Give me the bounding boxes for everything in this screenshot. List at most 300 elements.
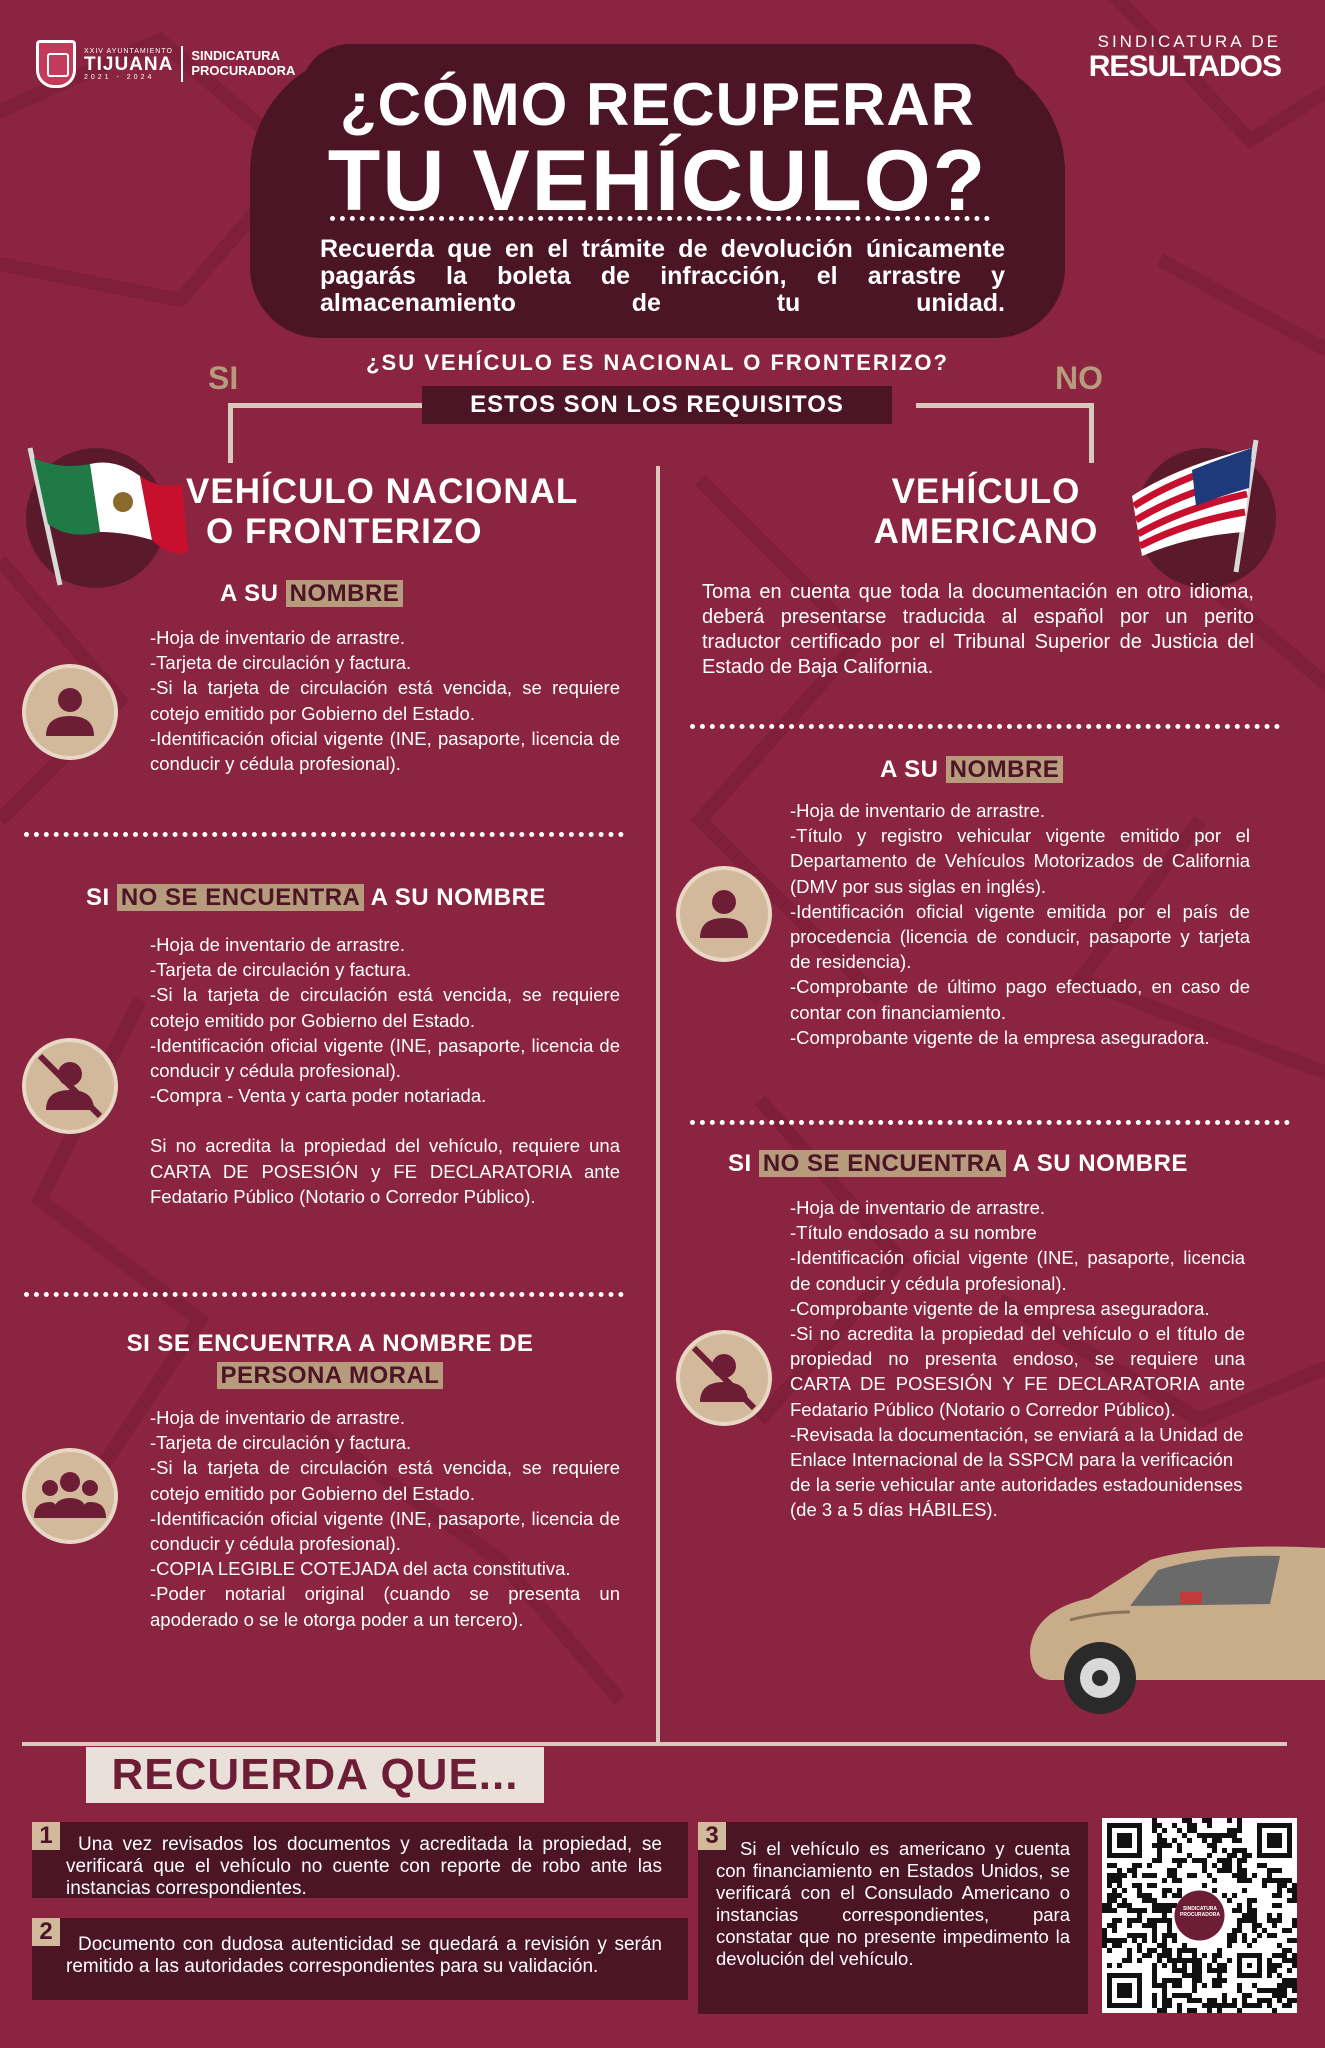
qr-module <box>1232 1853 1237 1858</box>
qr-module <box>1152 1933 1157 1938</box>
qr-module <box>1122 1958 1127 1963</box>
qr-module <box>1252 1928 1257 1933</box>
logo-org-line2: PROCURADORA <box>191 63 296 78</box>
qr-module <box>1162 2008 1167 2013</box>
qr-module <box>1292 1998 1297 2003</box>
qr-module <box>1247 1903 1252 1908</box>
qr-module <box>1212 1888 1217 1893</box>
qr-module <box>1237 1983 1242 1988</box>
qr-module <box>1162 1878 1167 1883</box>
qr-module <box>1197 1958 1202 1963</box>
qr-module <box>1187 1973 1192 1978</box>
qr-module <box>1222 1893 1227 1898</box>
qr-module <box>1232 1833 1237 1838</box>
qr-module <box>1292 1953 1297 1958</box>
qr-module <box>1257 1998 1262 2003</box>
left-sec2-title <box>86 884 546 912</box>
qr-module <box>1152 1823 1157 1828</box>
qr-module <box>1182 1958 1187 1963</box>
qr-module <box>1122 1888 1127 1893</box>
qr-module <box>1162 1943 1167 1948</box>
qr-module <box>1217 1833 1222 1838</box>
qr-module <box>1187 1948 1192 1953</box>
list-item: -Compra - Venta y carta poder notariada. <box>150 1085 487 1107</box>
qr-module <box>1127 1903 1132 1908</box>
left-sec2-pre: SI <box>86 884 117 911</box>
qr-module <box>1232 1933 1237 1938</box>
qr-module <box>1177 2003 1182 2008</box>
qr-module <box>1122 1938 1127 1943</box>
qr-module <box>1157 1823 1162 1828</box>
right-sec1-title <box>880 756 1063 784</box>
qr-module <box>1172 1938 1177 1943</box>
usa-flag-icon <box>1118 436 1268 576</box>
qr-module <box>1152 1843 1157 1848</box>
qr-module <box>1142 1923 1147 1928</box>
qr-module <box>1172 1873 1177 1878</box>
qr-module <box>1182 1968 1187 1973</box>
qr-module <box>1152 1993 1157 1998</box>
qr-module <box>1267 1933 1272 1938</box>
qr-module <box>1207 1873 1212 1878</box>
qr-module <box>1117 1873 1122 1878</box>
qr-module <box>1242 1933 1247 1938</box>
qr-module <box>1217 2003 1222 2008</box>
qr-module <box>1132 1918 1137 1923</box>
qr-module <box>1257 1863 1262 1868</box>
qr-module <box>1167 1868 1172 1873</box>
qr-module <box>1197 1968 1202 1973</box>
brand-line1: SINDICATURA DE <box>1097 32 1281 51</box>
qr-module <box>1287 1878 1292 1883</box>
list-item: -Tarjeta de circulación y factura. <box>150 1432 412 1454</box>
qr-module <box>1277 1883 1282 1888</box>
right-divider-1 <box>690 724 1280 729</box>
qr-module <box>1267 1968 1272 1973</box>
qr-module <box>1162 1978 1167 1983</box>
qr-module <box>1242 1868 1247 1873</box>
qr-module <box>1187 1958 1192 1963</box>
qr-module <box>1227 1868 1232 1873</box>
list-item: -Si la tarjeta de circulación está vencida, se requiere cotejo emitido por Gobierno del Estado. <box>150 984 620 1031</box>
qr-module <box>1207 2003 1212 2008</box>
qr-module <box>1227 1828 1232 1833</box>
subtitle: Recuerda que en el trámite de devolución únicamente pagarás la boleta de infracción, el arrastre y almacenamiento de tu unidad. <box>320 235 1005 317</box>
qr-module <box>1192 1973 1197 1978</box>
qr-module <box>1107 1963 1112 1968</box>
qr-module <box>1177 1828 1182 1833</box>
list-item: -Identificación oficial vigente (INE, pasaporte, licencia de conducir y cédula profesional). <box>150 1507 620 1555</box>
qr-module <box>1147 1883 1152 1888</box>
qr-module <box>1237 1908 1242 1913</box>
qr-module <box>1157 1983 1162 1988</box>
question-text: ¿SU VEHÍCULO ES NACIONAL O FRONTERIZO? <box>366 350 949 375</box>
qr-label-line1: SINDICATURA <box>1182 1906 1218 1912</box>
qr-module <box>1162 1948 1167 1953</box>
list-item: -Tarjeta de circulación y factura. <box>150 652 412 674</box>
person-icon <box>676 866 772 962</box>
qr-module <box>1217 1868 1222 1873</box>
qr-module <box>1217 2008 1222 2013</box>
qr-module <box>1277 1888 1282 1893</box>
qr-module <box>1132 1933 1137 1938</box>
qr-module <box>1287 1978 1292 1983</box>
qr-module <box>1177 1858 1182 1863</box>
qr-module <box>1237 1918 1242 1923</box>
qr-module <box>1202 1953 1207 1958</box>
qr-module <box>1162 1918 1167 1923</box>
qr-module <box>1177 1978 1182 1983</box>
qr-module <box>1187 1873 1192 1878</box>
qr-module <box>1177 1958 1182 1963</box>
qr-module <box>1157 1908 1162 1913</box>
qr-module <box>1177 1968 1182 1973</box>
qr-module <box>1137 1893 1142 1898</box>
qr-module <box>1192 1858 1197 1863</box>
qr-module <box>1252 1913 1257 1918</box>
qr-module <box>1237 1903 1242 1908</box>
qr-module <box>1222 1833 1227 1838</box>
qr-module <box>1202 1818 1207 1823</box>
qr-module <box>1172 1958 1177 1963</box>
qr-module <box>1147 1918 1152 1923</box>
qr-module <box>1282 1993 1287 1998</box>
qr-module <box>1197 1973 1202 1978</box>
qr-module <box>1167 2003 1172 2008</box>
qr-module <box>1187 1828 1192 1833</box>
qr-module <box>1152 1973 1157 1978</box>
list-item: -Si no acredita la propiedad del vehículo o el título de propiedad no presenta endoso, se requiere una CARTA DE POSESIÓN Y FE DECLARATORIA ante Fedatario Público (Notario o Corredor Público). <box>790 1323 1245 1420</box>
right-intro: Toma en cuenta que toda la documentación en otro idioma, deberá presentarse traducida al español por un perito traductor certificado por el Tribunal Superior de Justicia del Estado de Baja California. <box>702 581 1254 678</box>
qr-module <box>1227 1943 1232 1948</box>
qr-module <box>1162 1938 1167 1943</box>
qr-module <box>1117 1878 1122 1883</box>
qr-module <box>1237 1863 1242 1868</box>
qr-module <box>1192 1978 1197 1983</box>
qr-module <box>1207 2008 1212 2013</box>
qr-module <box>1192 1828 1197 1833</box>
qr-module <box>1247 1908 1252 1913</box>
qr-module <box>1167 1998 1172 2003</box>
qr-module <box>1137 1958 1142 1963</box>
qr-module <box>1162 1933 1167 1938</box>
qr-module <box>1227 1863 1232 1868</box>
si-label: SI <box>208 360 239 396</box>
qr-module <box>1212 1983 1217 1988</box>
qr-label-line2: PROCURADORA <box>1180 1912 1220 1918</box>
qr-module <box>1227 1818 1232 1823</box>
left-connector <box>228 403 422 463</box>
qr-module <box>1187 1818 1192 1823</box>
qr-module <box>1112 1898 1117 1903</box>
qr-module <box>1102 1908 1107 1913</box>
qr-module <box>1152 1898 1157 1903</box>
qr-module <box>1277 1988 1282 1993</box>
logo-small-text: XXIV AYUNTAMIENTO <box>84 47 173 55</box>
qr-module <box>1217 1968 1222 1973</box>
qr-module <box>1152 1818 1157 1823</box>
left-sec1-pre: A SU <box>220 580 286 607</box>
qr-module <box>1207 1818 1212 1823</box>
qr-module <box>1237 1923 1242 1928</box>
qr-module <box>1137 1888 1142 1893</box>
qr-module <box>1157 1843 1162 1848</box>
list-item: -Comprobante vigente de la empresa aseguradora. <box>790 1297 1210 1319</box>
qr-module <box>1182 1818 1187 1823</box>
qr-module <box>1152 1903 1157 1908</box>
qr-module <box>1152 1923 1157 1928</box>
qr-module <box>1277 1998 1282 2003</box>
car-icon <box>1030 1540 1325 1720</box>
qr-module <box>1182 1973 1187 1978</box>
list-item: -Hoja de inventario de arrastre. <box>790 1197 1046 1218</box>
left-sec3-highlight: PERSONA MORAL <box>217 1362 444 1389</box>
qr-module <box>1162 1963 1167 1968</box>
qr-module <box>1292 1893 1297 1898</box>
qr-module <box>1227 1958 1232 1963</box>
qr-module <box>1157 1918 1162 1923</box>
qr-module <box>1247 1878 1252 1883</box>
list-item: -Hoja de inventario de arrastre. <box>150 1407 406 1428</box>
note-text: Una vez revisados los documentos y acreditada la propiedad, se verificará que el vehículo no cuente con reporte de robo ante las instancias correspondientes. <box>66 1834 662 1899</box>
qr-module <box>1167 1953 1172 1958</box>
qr-module <box>1282 1878 1287 1883</box>
qr-module <box>1117 1918 1122 1923</box>
title-divider <box>330 216 990 221</box>
qr-module <box>1267 1988 1272 1993</box>
qr-module <box>1107 1883 1112 1888</box>
qr-module <box>1212 1953 1217 1958</box>
qr-module <box>1137 1933 1142 1938</box>
right-sec1-list <box>790 798 1250 1050</box>
qr-module <box>1187 1823 1192 1828</box>
qr-module <box>1132 1883 1137 1888</box>
qr-module <box>1277 1943 1282 1948</box>
right-sec1-highlight: NOMBRE <box>946 756 1064 783</box>
left-divider-1 <box>24 832 624 837</box>
list-item: -Si la tarjeta de circulación está vencida, se requiere cotejo emitido por Gobierno del Estado. <box>150 1457 620 1504</box>
qr-module <box>1177 1953 1182 1958</box>
person-crossed-icon <box>676 1330 772 1426</box>
qr-module <box>1157 1833 1162 1838</box>
qr-module <box>1212 1843 1217 1848</box>
qr-module <box>1287 1968 1292 1973</box>
qr-module <box>1227 1898 1232 1903</box>
qr-module <box>1142 1933 1147 1938</box>
qr-module <box>1177 1863 1182 1868</box>
qr-module <box>1177 1843 1182 1848</box>
qr-module <box>1127 1908 1132 1913</box>
right-sec2-post: A SU NOMBRE <box>1006 1150 1188 1177</box>
qr-module <box>1152 1983 1157 1988</box>
qr-module <box>1262 1928 1267 1933</box>
qr-module <box>1157 1943 1162 1948</box>
list-item: -COPIA LEGIBLE COTEJADA del acta constitutiva. <box>150 1558 571 1580</box>
qr-module <box>1117 1938 1122 1943</box>
qr-module <box>1227 1858 1232 1863</box>
qr-module <box>1172 1983 1177 1988</box>
qr-module <box>1177 1893 1182 1898</box>
qr-module <box>1237 1828 1242 1833</box>
qr-module <box>1232 1873 1237 1878</box>
qr-module <box>1162 2003 1167 2008</box>
qr-module <box>1267 1998 1272 2003</box>
qr-module <box>1212 1838 1217 1843</box>
qr-module <box>1152 1938 1157 1943</box>
qr-module <box>1127 1933 1132 1938</box>
qr-module <box>1117 1903 1122 1908</box>
qr-module <box>1122 1898 1127 1903</box>
qr-module <box>1102 1943 1107 1948</box>
note-text: Documento con dudosa autenticidad se quedará a revisión y serán remitido a las autoridades correspondientes para su validación. <box>66 1934 662 1977</box>
qr-module <box>1172 1933 1177 1938</box>
qr-module <box>1212 1878 1217 1883</box>
qr-module <box>1102 1903 1107 1908</box>
qr-module <box>1247 1943 1252 1948</box>
qr-module <box>1182 1963 1187 1968</box>
right-connector <box>916 403 1094 463</box>
right-column-title <box>856 472 1116 552</box>
qr-module <box>1137 1948 1142 1953</box>
qr-module <box>1147 1873 1152 1878</box>
qr-module <box>1152 1858 1157 1863</box>
qr-module <box>1107 1908 1112 1913</box>
qr-module <box>1192 1998 1197 2003</box>
qr-module <box>1167 1918 1172 1923</box>
qr-module <box>1147 1893 1152 1898</box>
qr-module <box>1187 1993 1192 1998</box>
no-label: NO <box>1055 360 1103 396</box>
left-sec2-post: A SU NOMBRE <box>364 884 546 911</box>
qr-module <box>1172 1858 1177 1863</box>
qr-module <box>1217 1953 1222 1958</box>
qr-module <box>1212 1848 1217 1853</box>
qr-module <box>1272 1903 1277 1908</box>
qr-code-icon[interactable] <box>1102 1818 1297 2013</box>
qr-module <box>1122 1903 1127 1908</box>
list-item: -Comprobante de último pago efectuado, en caso de contar con financiamiento. <box>790 976 1250 1023</box>
logo-org-line1: SINDICATURA <box>191 48 280 64</box>
qr-module <box>1277 1903 1282 1908</box>
qr-module <box>1112 1863 1117 1868</box>
qr-module <box>1252 1923 1257 1928</box>
qr-module <box>1127 1948 1132 1953</box>
qr-module <box>1257 1988 1262 1993</box>
qr-module <box>1232 2003 1237 2008</box>
list-item: -Identificación oficial vigente emitida por el país de procedencia (licencia de conducir, pasaporte y tarjeta de residencia). <box>790 900 1250 973</box>
qr-module <box>1237 1818 1242 1823</box>
qr-module <box>1227 1833 1232 1838</box>
qr-module <box>1247 1898 1252 1903</box>
qr-center-label <box>1169 1906 1231 1918</box>
qr-module <box>1292 1923 1297 1928</box>
qr-module <box>1167 1958 1172 1963</box>
qr-module <box>1152 1948 1157 1953</box>
qr-module <box>1152 1978 1157 1983</box>
qr-module <box>1272 1968 1277 1973</box>
title-line2: TU VEHÍCULO? <box>327 133 988 229</box>
right-sec1-pre: A SU <box>880 756 946 783</box>
qr-module <box>1292 1983 1297 1988</box>
center-divider <box>656 466 660 1744</box>
qr-module <box>1262 1883 1267 1888</box>
qr-module <box>1167 1933 1172 1938</box>
qr-module <box>1237 1848 1242 1853</box>
qr-module <box>1212 1958 1217 1963</box>
qr-module <box>1132 1873 1137 1878</box>
qr-module <box>1172 1878 1177 1883</box>
qr-module <box>1162 1953 1167 1958</box>
qr-module <box>1177 1878 1182 1883</box>
qr-module <box>1137 1863 1142 1868</box>
qr-module <box>1152 1883 1157 1888</box>
qr-module <box>1172 1893 1177 1898</box>
qr-module <box>1242 1878 1247 1883</box>
qr-module <box>1252 1938 1257 1943</box>
qr-module <box>1162 1913 1167 1918</box>
qr-module <box>1272 1923 1277 1928</box>
qr-module <box>1237 1868 1242 1873</box>
qr-module <box>1287 1898 1292 1903</box>
qr-module <box>1197 1833 1202 1838</box>
qr-module <box>1282 1953 1287 1958</box>
qr-module <box>1222 2003 1227 2008</box>
qr-module <box>1277 1953 1282 1958</box>
qr-module <box>1217 1973 1222 1978</box>
qr-module <box>1192 1988 1197 1993</box>
qr-module <box>1237 2008 1242 2013</box>
qr-module <box>1227 2003 1232 2008</box>
qr-module <box>1252 1918 1257 1923</box>
qr-module <box>1202 1863 1207 1868</box>
qr-module <box>1107 1873 1112 1878</box>
qr-module <box>1282 1983 1287 1988</box>
note-text: Si el vehículo es americano y cuenta con financiamiento en Estados Unidos, se verificará con el Consulado Americano o instancias correspondientes, para constatar que no presente impedimento la devolución del vehículo. <box>716 1838 1070 1969</box>
qr-module <box>1207 1853 1212 1858</box>
qr-module <box>1212 1863 1217 1868</box>
qr-module <box>1272 1953 1277 1958</box>
qr-module <box>1282 1928 1287 1933</box>
qr-module <box>1232 1998 1237 2003</box>
qr-module <box>1287 1888 1292 1893</box>
brand-line2: RESULTADOS <box>1088 50 1281 83</box>
qr-module <box>1112 1878 1117 1883</box>
qr-module <box>1272 1878 1277 1883</box>
left-title-line2: O FRONTERIZO <box>206 512 483 551</box>
qr-module <box>1142 1898 1147 1903</box>
qr-module <box>1282 1883 1287 1888</box>
qr-module <box>1157 1953 1162 1958</box>
left-sec1-list <box>150 625 620 776</box>
qr-module <box>1127 1958 1132 1963</box>
qr-module <box>1272 1933 1277 1938</box>
qr-module <box>1147 1898 1152 1903</box>
qr-module <box>1287 1998 1292 2003</box>
qr-module <box>1182 1858 1187 1863</box>
qr-module <box>1177 1888 1182 1893</box>
qr-module <box>1162 1893 1167 1898</box>
list-item: -Título endosado a su nombre <box>790 1222 1037 1244</box>
qr-module <box>1162 1998 1167 2003</box>
qr-module <box>1227 1853 1232 1858</box>
qr-module <box>1262 1863 1267 1868</box>
qr-module <box>1157 1958 1162 1963</box>
qr-module <box>1132 1863 1137 1868</box>
qr-module <box>1172 1968 1177 1973</box>
qr-module <box>1282 1978 1287 1983</box>
qr-module <box>1187 1838 1192 1843</box>
qr-module <box>1162 1983 1167 1988</box>
